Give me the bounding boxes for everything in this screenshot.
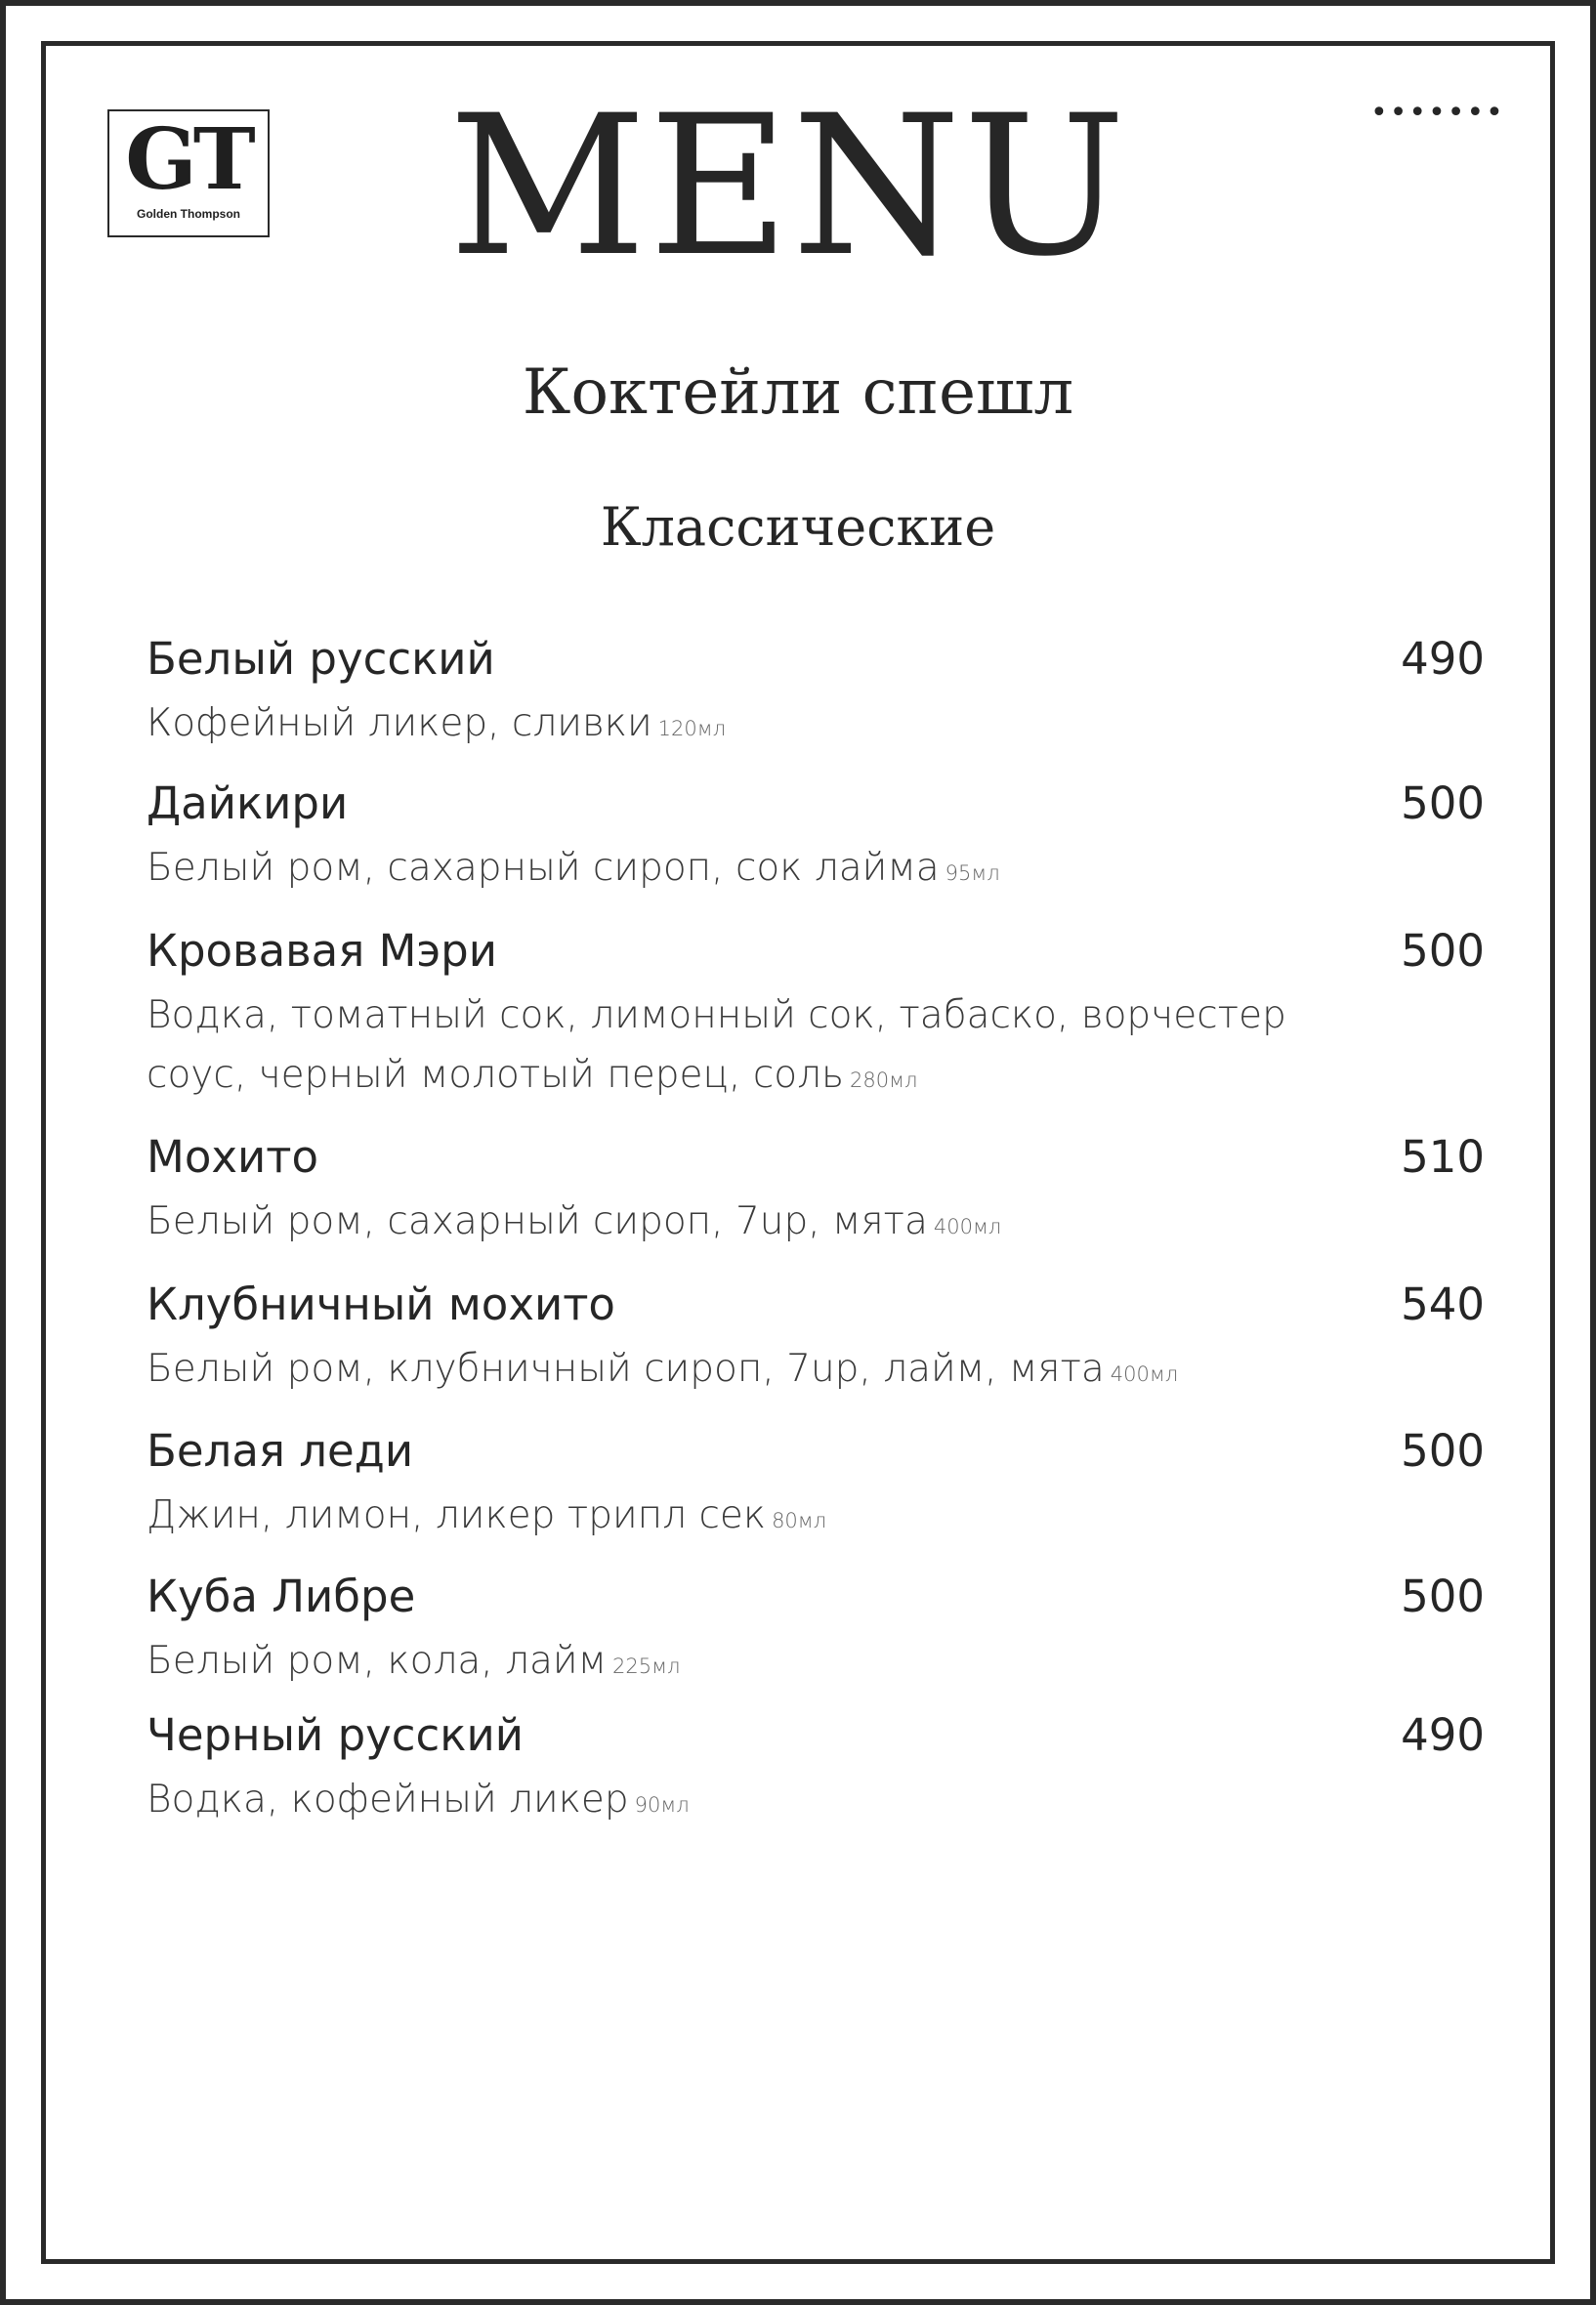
item-volume: 400мл [933,1215,1002,1238]
item-name: Белый русский [147,633,495,685]
item-volume: 120мл [657,717,727,740]
item-price: 510 [1401,1131,1485,1183]
item-description [147,1631,1416,1697]
item-ingredients: Кофейный ликер, сливки [147,701,652,745]
item-volume: 80мл [772,1509,827,1532]
decorative-dots: ••••••• [1370,96,1505,130]
item-description [147,1192,1416,1257]
item-volume: 90мл [634,1793,690,1817]
item-ingredients: Белый ром, кола, лайм [147,1639,608,1683]
item-price: 500 [1401,1571,1485,1622]
item-name: Черный русский [147,1709,524,1761]
item-description [147,693,1416,759]
item-price: 490 [1401,633,1485,685]
item-ingredients: Белый ром, клубничный сироп, 7up, лайм, мята [147,1347,1105,1391]
logo-name: Golden Thompson [137,207,240,221]
item-price: 500 [1401,925,1485,977]
subsection-title: Классические [600,496,996,558]
item-description [147,838,1416,903]
item-description [147,985,1289,1111]
item-name: Дайкири [147,777,349,829]
item-ingredients: Белый ром, сахарный сироп, 7up, мята [147,1199,928,1243]
item-volume: 280мл [850,1069,918,1092]
item-description [147,1339,1416,1404]
item-volume: 400мл [1110,1362,1179,1386]
section-title: Коктейли спешл [522,356,1074,429]
item-name: Белая леди [147,1425,414,1477]
page-title: MENU [448,73,1128,299]
item-price: 490 [1401,1709,1485,1761]
logo-monogram: GT [125,110,252,209]
item-ingredients: Джин, лимон, ликер трипл сек [147,1493,767,1537]
item-volume: 225мл [612,1655,681,1678]
item-name: Куба Либре [147,1571,416,1622]
item-volume: 95мл [945,861,1000,885]
item-name: Мохито [147,1131,318,1183]
item-ingredients: Водка, томатный сок, лимонный сок, табаско, ворчестер соус, черный молотый перец, соль [147,993,1286,1097]
item-name: Кровавая Мэри [147,925,497,977]
item-price: 500 [1401,777,1485,829]
item-description [147,1486,1416,1551]
item-ingredients: Белый ром, сахарный сироп, сок лайма [147,846,940,890]
item-name: Клубничный мохито [147,1278,615,1330]
item-price: 500 [1401,1425,1485,1477]
item-price: 540 [1401,1278,1485,1330]
item-description [147,1770,1416,1835]
item-ingredients: Водка, кофейный ликер [147,1778,629,1822]
